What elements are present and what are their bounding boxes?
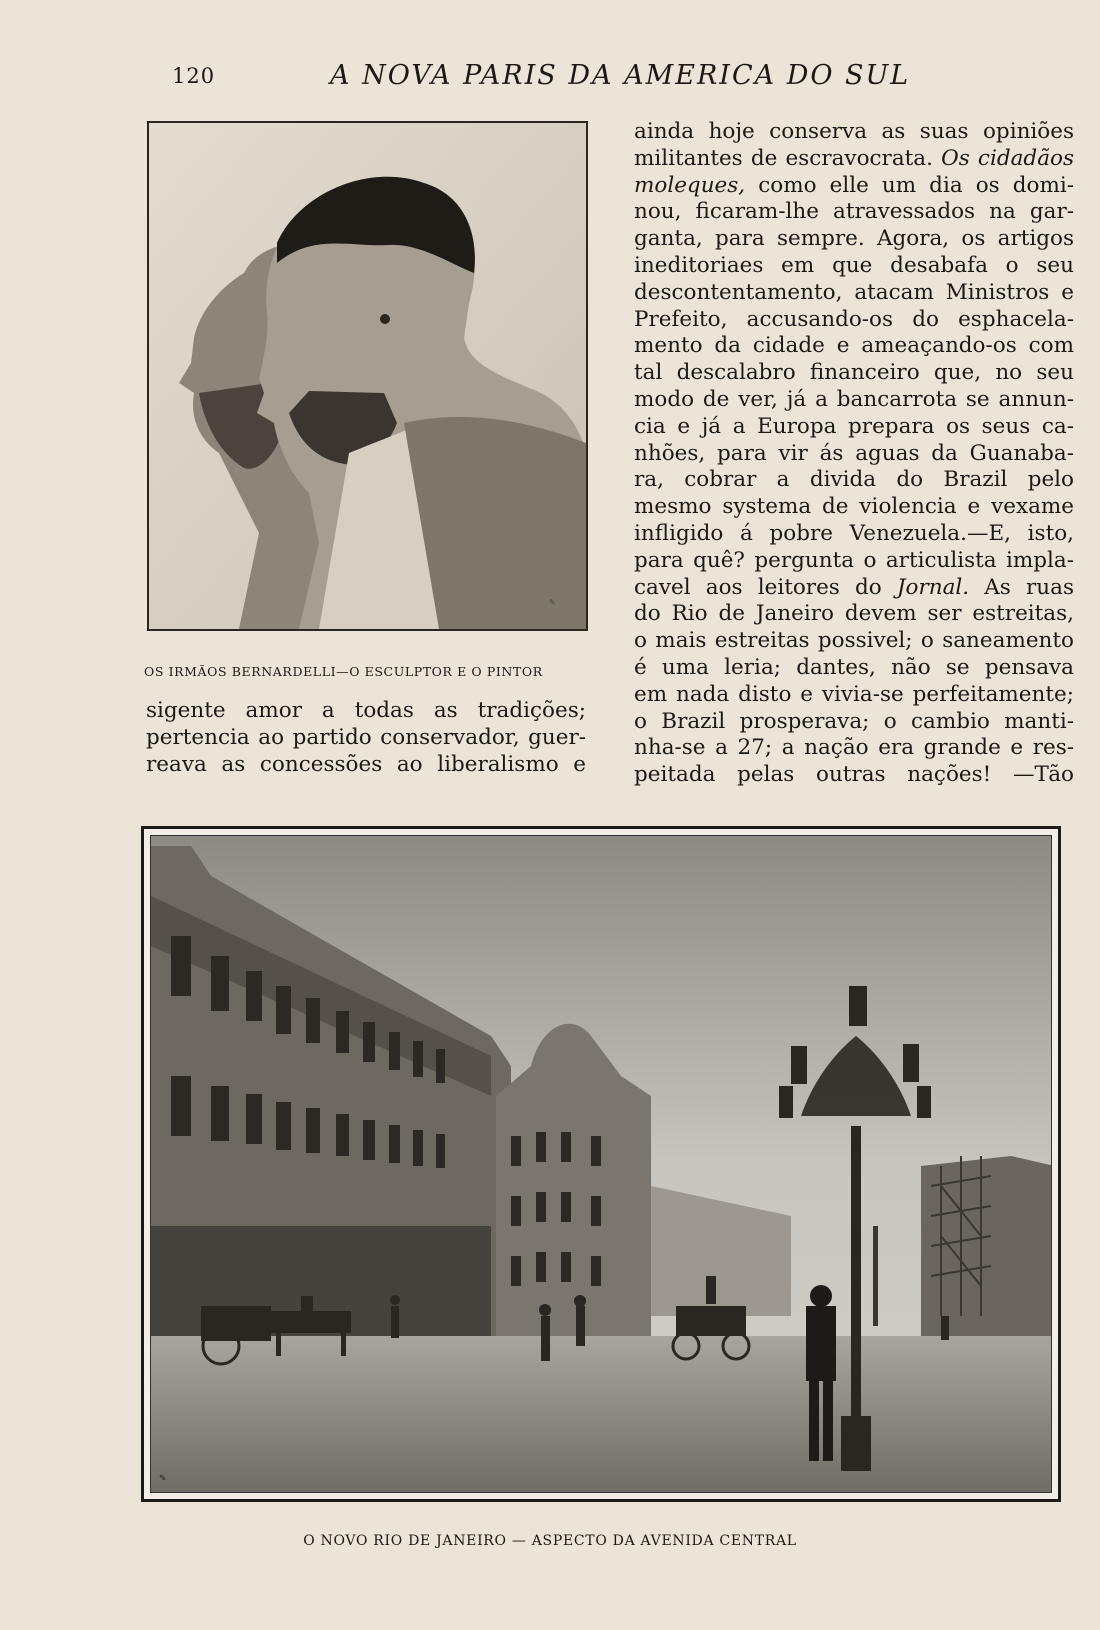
- text-line: [634, 173, 1074, 200]
- caption-text: O NOVO RIO DE JANEIRO — ASPECTO DA AVENIDA CENTRAL: [303, 1533, 797, 1549]
- text-line: ra, cobrar a divida do Brazil pelo: [634, 467, 1074, 493]
- text-line: peitada pelas outras nações! —Tão: [634, 762, 1074, 788]
- text-line: modo de ver, já a bancarrota se annun-: [634, 386, 1074, 412]
- italic-phrase: moleques,: [634, 172, 746, 198]
- text-line: nou, ficaram-lhe atravessados na gar-: [634, 199, 1074, 225]
- text-run: militantes de escravocrata.: [634, 145, 942, 171]
- text-line: sigente amor a todas as tradições;: [146, 698, 586, 723]
- text-line: mesmo systema de violencia e vexame: [634, 494, 1074, 520]
- text-line: ainda hoje conserva as suas opiniões: [634, 119, 1074, 144]
- portrait-drawing: [149, 123, 586, 629]
- street-photo-caption: [0, 1533, 1100, 1549]
- text-line: pertencia ao partido conservador, guer-: [146, 724, 586, 750]
- text-line: [634, 146, 1074, 173]
- left-text-column: [146, 698, 586, 778]
- text-line: Prefeito, accusando-os do esphacela-: [634, 306, 1074, 332]
- text-line: em nada disto e vivia-se perfeitamente;: [634, 681, 1074, 707]
- portrait-caption: OS IRMÃOS BERNARDELLI—O ESCULPTOR E O PINTOR: [144, 664, 543, 679]
- page-number: 120: [172, 64, 216, 88]
- avenida-central-drawing: [151, 836, 1052, 1493]
- text-line: ineditoriaes em que desabafa o seu: [634, 252, 1074, 278]
- italic-phrase: Os cidadãos: [941, 145, 1074, 171]
- text-line: o Brazil prosperava; o cambio manti-: [634, 708, 1074, 734]
- text-line: nhões, para vir ás aguas da Guanaba-: [634, 440, 1074, 466]
- street-photo-image: [150, 835, 1052, 1493]
- text-line: tal descalabro financeiro que, no seu: [634, 360, 1074, 386]
- text-line: nha-se a 27; a nação era grande e res-: [634, 735, 1074, 761]
- right-text-column: [634, 119, 1074, 789]
- text-line: para quê? pergunta o articulista impla-: [634, 547, 1074, 573]
- svg-text:✎: ✎: [549, 598, 556, 607]
- text-line: é uma leria; dantes, não se pensava: [634, 654, 1074, 680]
- text-line: reava as concessões ao liberalismo e: [146, 751, 586, 777]
- portrait-photo: [147, 121, 588, 631]
- italic-phrase: Jornal.: [896, 574, 970, 600]
- text-line: infligido á pobre Venezuela.—E, isto,: [634, 520, 1074, 546]
- text-run: como elle um dia os domi-: [745, 172, 1074, 198]
- text-line: do Rio de Janeiro devem ser estreitas,: [634, 601, 1074, 627]
- street-photo: [141, 826, 1061, 1502]
- text-line: descontentamento, atacam Ministros e: [634, 279, 1074, 305]
- text-run: As ruas: [969, 574, 1074, 600]
- text-line: o mais estreitas possivel; o saneamento: [634, 628, 1074, 654]
- text-line: mento da cidade e ameaçando-os com: [634, 333, 1074, 359]
- text-line: ganta, para sempre. Agora, os artigos: [634, 226, 1074, 252]
- text-line: [634, 575, 1074, 602]
- signature-mark: ✎: [159, 1474, 167, 1484]
- text-line: cia e já a Europa prepara os seus ca-: [634, 413, 1074, 439]
- text-run: cavel aos leitores do: [634, 574, 897, 600]
- running-title: A NOVA PARIS DA AMERICA DO SUL: [330, 60, 911, 91]
